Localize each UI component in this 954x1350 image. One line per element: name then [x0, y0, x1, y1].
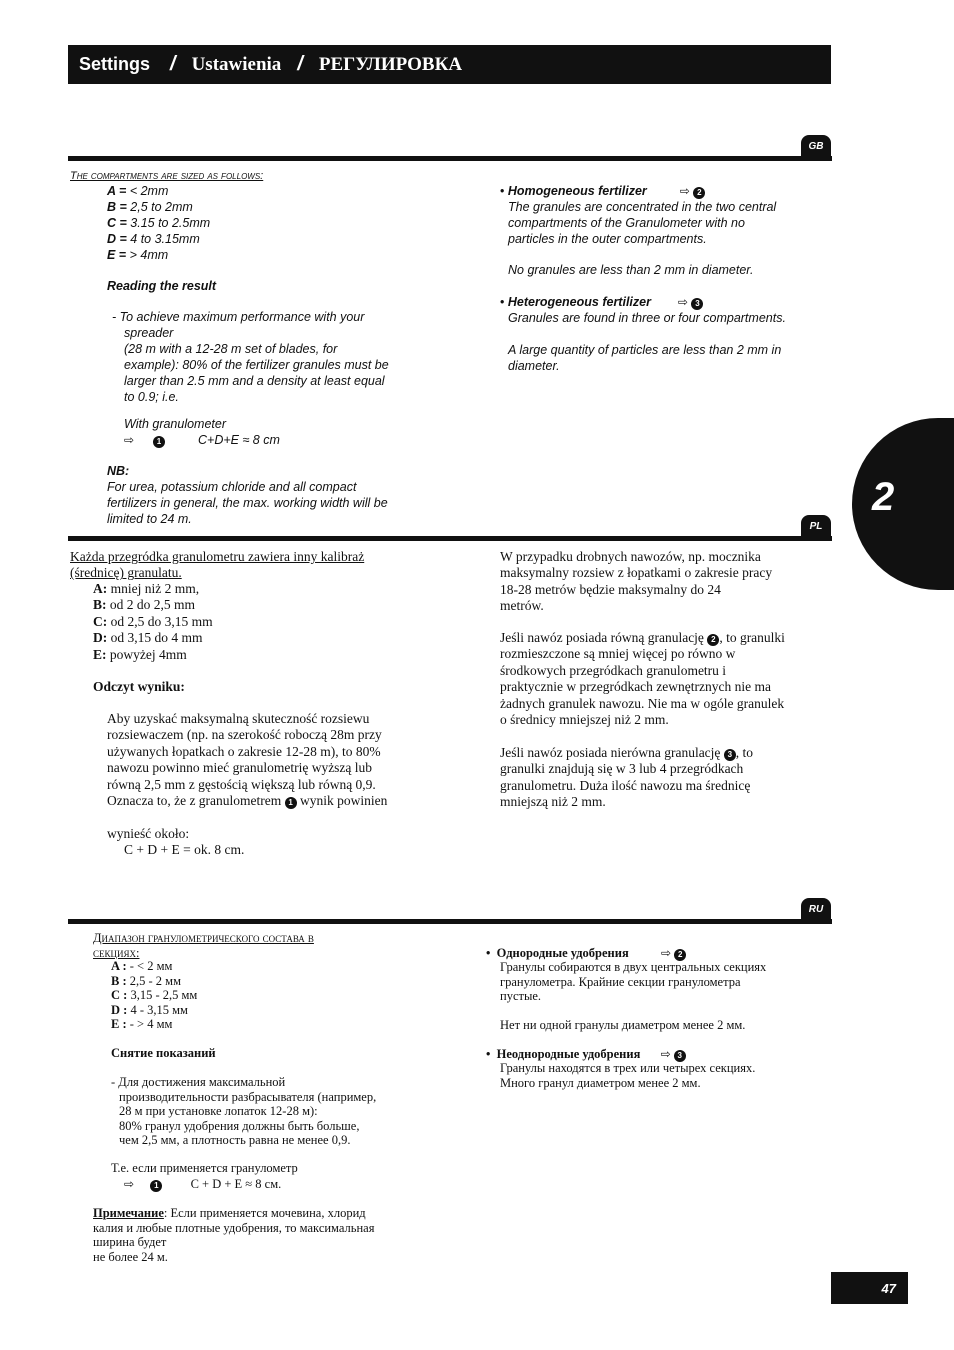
page-number: 47 — [831, 1272, 908, 1304]
pl-right-p3: Jeśli nawóz posiada nierówna granulację 3 , to granulki znajdują się w 3 lub 4 przegródkach granulometru. Duża ilość nawozu ma średnicę mniejszą niż 2 mm. — [500, 745, 754, 810]
size-item: E: powyżej 4mm — [93, 646, 187, 662]
badge-3-icon: 3 — [674, 1050, 686, 1062]
size-item: B = 2,5 to 2mm — [107, 200, 193, 214]
section-rule-gb — [68, 156, 832, 161]
size-item: A = < 2mm — [107, 184, 169, 198]
size-item: E : - > 4 мм — [111, 1017, 173, 1031]
ru-reading-text: - Для достижения максимальной производительности разбрасывателя (например, 28 м при установке лопаток 12-28 м): 80% гранул удобрения должны быть больше, чем 2,5 мм, а плотность равна не менее 0,9. — [111, 1075, 377, 1147]
ru-size-list — [111, 959, 197, 1032]
section-rule-pl — [68, 536, 832, 541]
gb-homogeneous-note: No granules are less than 2 mm in diameter. — [508, 263, 754, 277]
ru-ie-line: Т.е. если применяется гранулометр — [111, 1161, 298, 1175]
badge-2-icon: 2 — [707, 634, 719, 646]
size-item: C: od 2,5 do 3,15 mm — [93, 613, 213, 629]
ru-heterogeneous-title: Неоднородные удобрения — [496, 1047, 641, 1061]
gb-homogeneous-title: Homogeneous fertilizer — [507, 184, 647, 198]
pl-result-label: wynieść około: — [107, 826, 190, 841]
pl-right-p2: Jeśli nawóz posiada równą granulację 2 , to granulki rozmieszczone są mniej więcej po równo w środkowych przegródkach granulometru i praktycznie w przegródkach zewnętrznych nie ma żadnych granulek nawozu. Nie ma w ogóle granulek o średnicy mniejszej niż 2 mm. — [500, 630, 785, 728]
chapter-number: 2 — [872, 475, 895, 519]
size-item: B : 2,5 - 2 мм — [111, 973, 181, 988]
arrow-icon: ⇨ — [124, 433, 135, 447]
lang-tab-pl: PL — [801, 515, 831, 537]
header-title-ru: РЕГУЛИРОВКА — [318, 53, 463, 75]
header-separator: / — [170, 53, 176, 75]
size-item: E = > 4mm — [107, 248, 169, 262]
size-item: C : 3,15 - 2,5 мм — [111, 988, 198, 1002]
gb-heterogeneous-title: Heterogeneous fertilizer — [507, 295, 651, 309]
size-item: D : 4 - 3,15 мм — [111, 1002, 188, 1017]
gb-reading-text: - To achieve maximum performance with your spreader (28 m with a 12-28 m set of blades, for example): 80% of the fertilizer granules must be larger than 2.5 mm and a density at least equal to 0.9; i.e. — [112, 310, 389, 404]
gb-formula: C+D+E ≈ 8 cm — [198, 433, 280, 447]
chapter-tab — [852, 418, 954, 590]
gb-heterogeneous-text: Granules are found in three or four compartments. — [508, 311, 786, 325]
gb-reading-title: Reading the result — [107, 279, 217, 293]
arrow-icon: ⇨ — [679, 184, 690, 198]
size-item: A : - < 2 мм — [111, 959, 173, 973]
ru-intro: Диапазон гранулометрического состава в секциях: — [93, 931, 314, 960]
ru-note-title: Примечание — [93, 1206, 164, 1220]
gb-intro: The compartments are sized as follows: — [70, 170, 264, 182]
badge-1-icon: 1 — [153, 436, 165, 448]
section-rule-ru — [68, 919, 832, 924]
badge-2-icon: 2 — [693, 187, 705, 199]
gb-with-granulometer: With granulometer — [124, 417, 227, 431]
ru-homogeneous-title: Однородные удобрения — [496, 946, 629, 960]
ru-homogeneous-text: Гранулы собираются в двух центральных секциях гранулометра. Крайние секции гранулометра пустые. — [500, 960, 767, 1003]
gb-nb-title: NB: — [107, 464, 130, 478]
header-title-en: Settings — [79, 54, 151, 74]
header-title-pl: Ustawienia — [191, 53, 282, 75]
badge-1-icon: 1 — [285, 797, 297, 809]
gb-heterogeneous-note: A large quantity of particles are less than 2 mm in diameter. — [508, 343, 782, 373]
pl-reading-text: Aby uzyskać maksymalną skuteczność rozsiewu rozsiewaczem (np. na szerokość roboczą 28m przy używanych łopatkach o zakresie 12-28 m), to 80% nawozu powinno mieć granulometrię wyższą lub równą 2,5 mm z gęstością większą lub równą 0,9. Oznacza to, że z granulometrem 1 wynik powinien — [107, 711, 388, 809]
ru-homogeneous-title-line: • Однородные удобрения ⇨ 2 — [486, 946, 686, 961]
badge-3-icon: 3 — [691, 298, 703, 310]
ru-heterogeneous-text: Гранулы находятся в трех или четырех секциях. Много гранул диаметром менее 2 мм. — [500, 1061, 756, 1090]
ru-formula: C + D + E ≈ 8 см. — [190, 1177, 282, 1191]
badge-1-icon: 1 — [150, 1180, 162, 1192]
size-item: C = 3.15 to 2.5mm — [107, 216, 211, 230]
gb-size-list — [107, 183, 210, 263]
pl-right-p1: W przypadku drobnych nawozów, np. mocznika maksymalny rozsiew z łopatkami o zakresie pracy 18-28 metrów będzie maksymalny do 24 metrów. — [500, 549, 773, 614]
arrow-icon: ⇨ — [660, 946, 672, 960]
gb-formula-line — [124, 432, 280, 448]
pl-result-formula: C + D + E = ok. 8 cm. — [124, 842, 245, 857]
ru-heterogeneous-title-line: • Неоднородные удобрения ⇨ 3 — [486, 1047, 686, 1062]
size-item: A: mniej niż 2 mm, — [93, 581, 200, 596]
header-separator: / — [297, 53, 303, 75]
arrow-icon: ⇨ — [677, 295, 688, 309]
page-header-bar — [68, 45, 831, 84]
arrow-icon: ⇨ — [660, 1047, 671, 1061]
ru-homogeneous-note: Нет ни одной гранулы диаметром менее 2 мм. — [500, 1018, 746, 1032]
ru-reading-title: Снятие показаний — [111, 1046, 216, 1060]
badge-2-icon: 2 — [674, 949, 686, 961]
size-item: D: od 3,15 do 4 mm — [93, 630, 203, 646]
pl-intro: Każda przegródka granulometru zawiera inny kalibraż (średnicę) granulatu. — [70, 549, 365, 581]
lang-tab-gb: GB — [801, 135, 831, 157]
size-item: D = 4 to 3.15mm — [107, 232, 200, 246]
gb-homogeneous-title-line: • Homogeneous fertilizer ⇨ 2 — [500, 183, 705, 199]
ru-formula-line — [124, 1177, 281, 1192]
gb-heterogeneous-title-line: • Heterogeneous fertilizer ⇨ 3 — [500, 294, 703, 310]
ru-note: Примечание: Если применяется мочевина, хлорид калия и любые плотные удобрения, то максимальная ширина будет не более 24 м. — [93, 1206, 375, 1264]
lang-tab-ru: RU — [801, 898, 831, 920]
size-item: B: od 2 do 2,5 mm — [93, 597, 196, 613]
pl-size-list — [93, 581, 213, 663]
badge-3-icon: 3 — [724, 749, 736, 761]
gb-homogeneous-text: The granules are concentrated in the two central compartments of the Granulometer with no particles in the outer compartments. — [508, 200, 777, 246]
gb-nb-text: For urea, potassium chloride and all compact fertilizers in general, the max. working width will be limited to 24 m. — [107, 480, 388, 526]
pl-reading-title: Odczyt wyniku: — [93, 679, 185, 694]
arrow-icon: ⇨ — [124, 1177, 135, 1191]
